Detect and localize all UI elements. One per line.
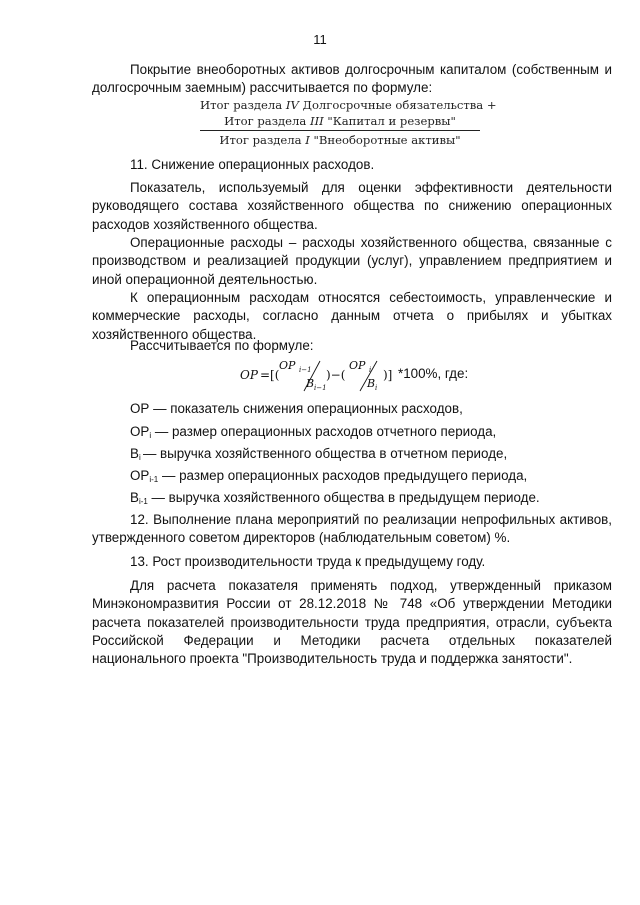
paragraph-indicator-description: Показатель, используемый для оценки эффективности деятельности руководящего состава хозяйственного общества по снижению операционных расходов хозяйственного общества.: [92, 180, 612, 232]
paragraph-noncurrent-coverage: Покрытие внеоборотных активов долгосрочным капиталом (собственным и долгосрочным заемным) рассчитывается по формуле:: [92, 62, 612, 96]
formula-open-bracket: =[(: [260, 368, 280, 382]
op-prev-symbol: OP: [279, 359, 296, 372]
b-current-symbol: B: [367, 377, 376, 390]
op-reduction-formula: [240, 355, 580, 395]
formula-numerator-line-2: Итог раздела III "Капитал и резервы": [224, 114, 456, 128]
op-current-symbol: OP: [349, 359, 366, 372]
definition-op-i: ОРi — размер операционных расходов отчетного периода,: [130, 424, 497, 440]
formula-minus: )−(: [326, 368, 346, 382]
formula-intro: Рассчитывается по формуле:: [130, 338, 314, 353]
formula-close-bracket: )]: [383, 368, 393, 382]
coverage-formula: [200, 97, 497, 148]
op-prev-subscript: i−1: [299, 366, 312, 374]
section-11-heading: 11. Снижение операционных расходов.: [130, 157, 375, 172]
b-current-subscript: i: [375, 384, 378, 392]
paragraph-operating-expenses-definition: Операционные расходы – расходы хозяйственного общества, связанные с производством и реализацией продукции (услуг), управлением предприятием и иной операционной деятельностью.: [92, 235, 612, 287]
definition-b-i: Вi — выручка хозяйственного общества в отчетном периоде,: [130, 446, 508, 462]
op-formula-svg: [240, 355, 400, 395]
section-13-heading: 13. Рост производительности труда к предыдущему году.: [130, 554, 486, 569]
section-12-paragraph: 12. Выполнение плана мероприятий по реализации непрофильных активов, утвержденного советом директоров (наблюдательным советом) %.: [92, 512, 612, 546]
paragraph-productivity-method: Для расчета показателя применять подход, утвержденный приказом Минэкономразвития России от 28.12.2018 № 748 «Об утверждении Методики расчета показателей производительности труда предприятия, отрасли, субъекта Российской Федерации и Методики расчета отдельных показателей национального проекта "Производительность труда и поддержка занятости".: [92, 578, 612, 667]
op-current-subscript: i: [369, 366, 372, 374]
formula-suffix: *100%, где:: [398, 366, 469, 381]
paragraph-operating-expenses-composition: К операционным расходам относятся себестоимость, управленческие и коммерческие расходы, согласно данным отчета о прибылях и убытках хозяйственного общества.: [92, 290, 612, 342]
formula-numerator-line-1: Итог раздела IV Долгосрочные обязательства +: [200, 98, 497, 112]
definition-b-i-1: Вi-1 — выручка хозяйственного общества в предыдущем периоде.: [130, 490, 540, 506]
formula-denominator: Итог раздела I "Внеоборотные активы": [200, 130, 480, 148]
definition-op: ОР — показатель снижения операционных расходов,: [130, 401, 463, 416]
definition-op-i-1: ОРi-1 — размер операционных расходов предыдущего периода,: [130, 468, 528, 484]
b-prev-symbol: B: [306, 377, 315, 390]
op-symbol: OP: [240, 368, 258, 382]
b-prev-subscript: i−1: [314, 384, 327, 392]
page-number: 11: [313, 32, 327, 47]
